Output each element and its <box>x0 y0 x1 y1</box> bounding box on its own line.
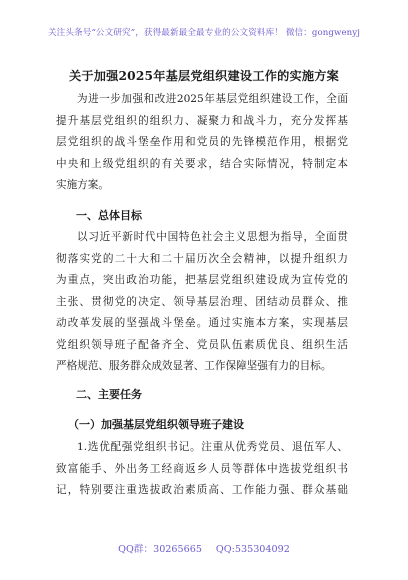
text-line: 主张、贯彻党的决定、领导基层治理、团结动员群众、推 <box>56 295 348 308</box>
text-line: 为重点，突出政治功能，把基层党组织建设成为宣传党的 <box>56 274 348 286</box>
text-line: 彻落实党的二十大和二十届历次全会精神，以提升组织力 <box>56 252 348 265</box>
leadership-paragraph <box>56 437 348 502</box>
text-line: 致富能手、外出务工经商返乡人员等群体中选拔党组织书 <box>56 462 348 475</box>
text-line: 党组织领导班子配备齐全、党员队伍素质优良、组织生活 <box>56 338 348 351</box>
footer-contact <box>0 541 408 555</box>
text-line: 动改革发展的坚强战斗堡垒。通过实施本方案，实现基层 <box>56 317 348 329</box>
text-line: 严格规范、服务群众成效显著、工作保障坚强有力的目标。 <box>56 360 332 372</box>
text-line: 实施方案。 <box>56 179 109 191</box>
section-heading-goals: 一、总体目标 <box>76 209 142 222</box>
text-line: 提升基层党组织的组织力、凝聚力和战斗力，充分发挥基 <box>56 114 348 127</box>
text-line: 以习近平新时代中国特色社会主义思想为指导，全面贯 <box>77 231 348 243</box>
document-title: 关于加强2025年基层党组织建设工作的实施方案 <box>68 69 340 83</box>
text-line: 为进一步加强和改进2025年基层党组织建设工作，全面 <box>77 93 348 105</box>
text-line: 中央和上级党组织的有关要求，结合实际情况，特制定本 <box>56 157 348 170</box>
section-heading-tasks: 二、主要任务 <box>76 388 142 401</box>
text-line: 记，特别要注重选拔政治素质高、工作能力强、群众基础 <box>56 484 348 496</box>
goals-paragraph <box>56 227 348 378</box>
intro-paragraph <box>56 89 348 197</box>
footer-qq-group: QQ群：30265665 <box>118 544 202 555</box>
text-line: 层党组织的战斗堡垒作用和党员的先锋模范作用，根据党 <box>56 136 348 148</box>
subsection-heading-leadership: （一）加强基层党组织领导班子建设 <box>68 418 244 431</box>
footer-qq: QQ:535304092 <box>215 544 290 555</box>
header-banner: 关注头条号“公文研究”，获得最新最全最专业的公文资料库！ 微信：gongwenyj <box>47 28 361 38</box>
text-line: 1.选优配强党组织书记。注重从优秀党员、退伍军人、 <box>77 441 348 453</box>
